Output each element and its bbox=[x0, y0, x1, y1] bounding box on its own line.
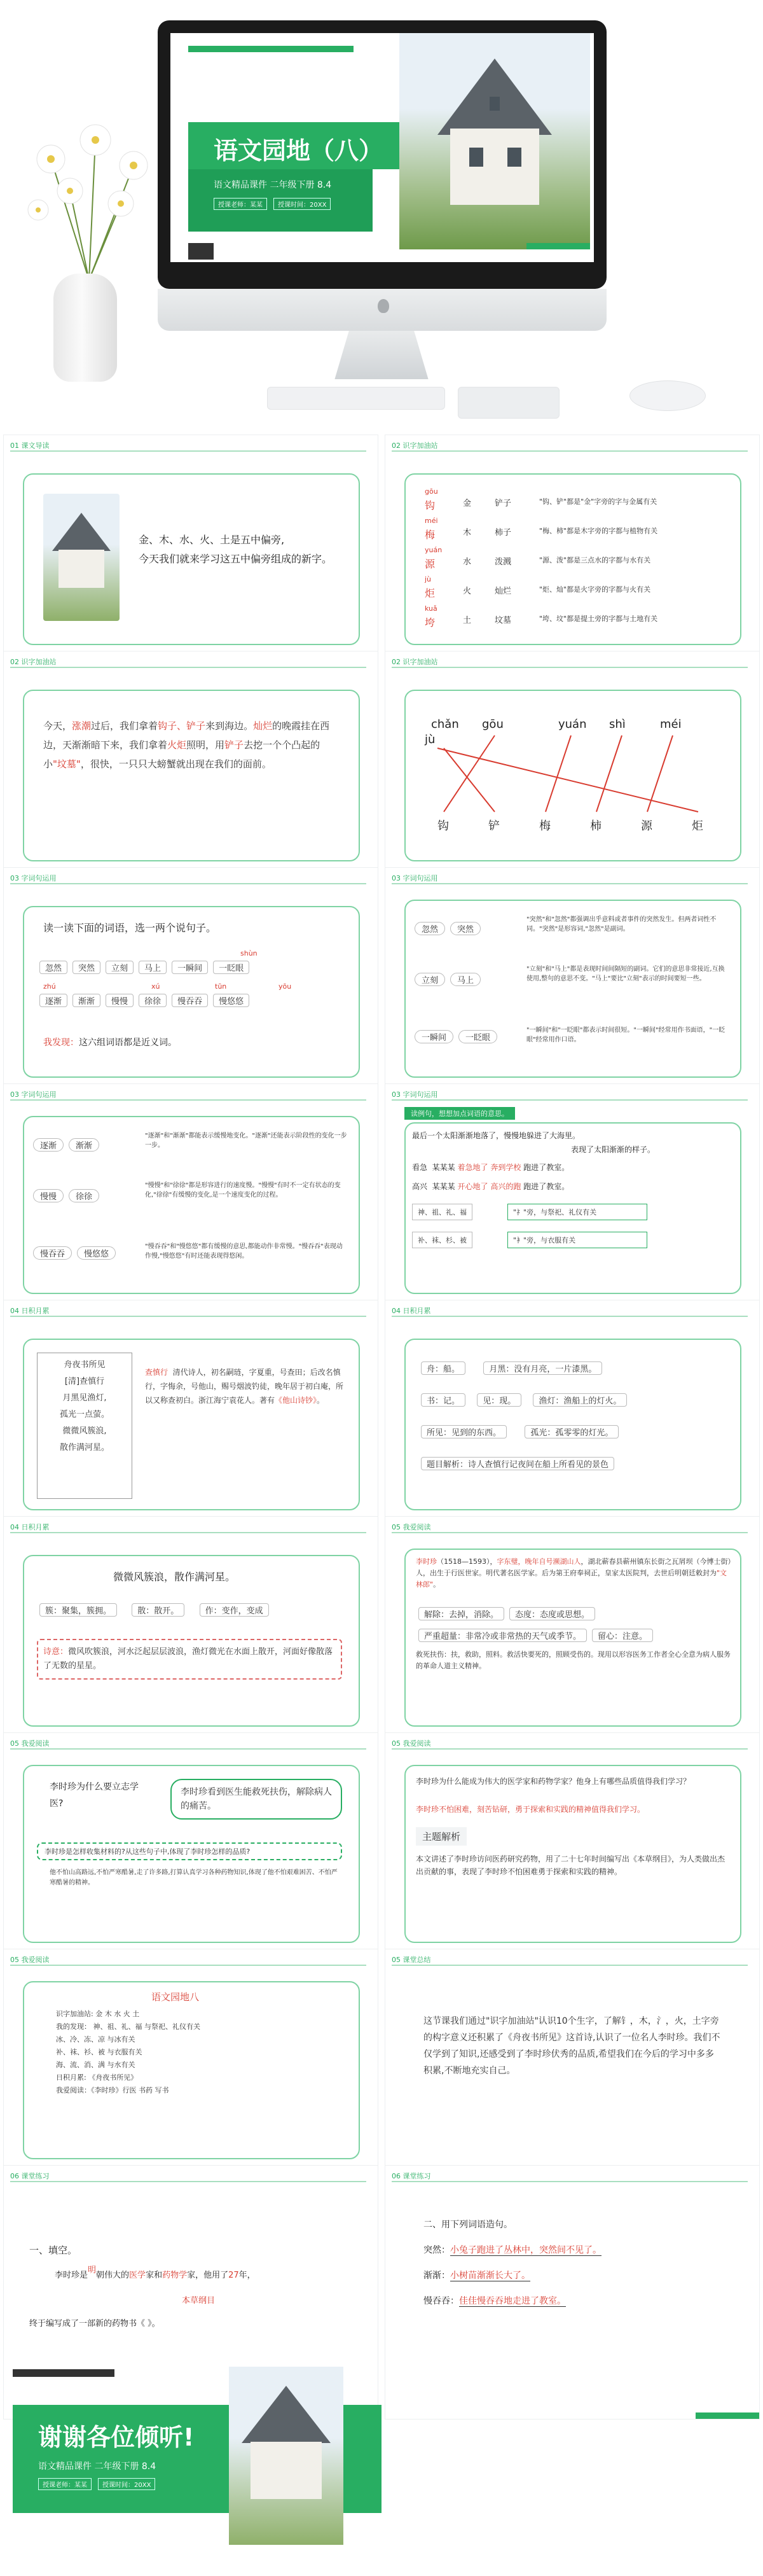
passage: 今天，涨潮过后，我们拿着钩子、铲子来到海边。灿烂的晚霞挂在西边，天渐渐暗下来，我们拿着火炬照明，用铲子去挖一个个凸起的小"坟墓"，很快，一只只大螃蟹就出现在我们的面前。 bbox=[43, 720, 330, 770]
slide-heading: 06 课堂练习 bbox=[10, 2172, 50, 2180]
slide-heading: 03 字词句运用 bbox=[10, 1090, 57, 1099]
end-slide bbox=[0, 2354, 763, 2576]
cover-slide bbox=[170, 33, 594, 262]
char: 梅 bbox=[539, 819, 551, 833]
pinyin: yuán bbox=[558, 718, 587, 731]
char: 炬 bbox=[692, 819, 703, 833]
slide-heading: 02 识字加油站 bbox=[392, 658, 438, 666]
title-band bbox=[188, 122, 417, 169]
mouse bbox=[629, 380, 706, 411]
example-badge: 读例句，想想加点词语的意思。 bbox=[404, 1107, 515, 1120]
author-bio: 查慎行 清代诗人，初名嗣琏，字夏重，号查田；后改名慎行，字悔余，号他山，赐号烟波钓徒，晚年居于初白庵，所以又称查初白。浙江海宁袁花人。著有《他山诗钞》。 bbox=[145, 1368, 344, 1405]
keyboard bbox=[267, 387, 445, 410]
trackpad bbox=[458, 387, 560, 419]
slide-heading: 05 我爱阅读 bbox=[10, 1956, 50, 1964]
content-box bbox=[404, 473, 741, 645]
slide-18: 06 课堂练习 二、用下列词语造句。 突然：小兔子跑进了丛林中，突然间不见了。 渐渐：小树苗渐渐长大了。 慢吞吞：佳佳慢吞吞地走进了教室。 bbox=[385, 2165, 760, 2419]
content-box bbox=[23, 473, 360, 645]
slide-heading: 03 字词句运用 bbox=[392, 1090, 438, 1099]
content-box: 最后一个太阳渐渐地落了，慢慢地躲进了大海里。 表现了太阳渐渐的样子。 看急 某某某 着急地了 奔到学校 跑进了教室。 高兴 某某某 开心地了 高兴的跑 跑进了教室。 神、祖、礼、福 "礻"旁，与祭祀、礼仪有关 补、袜、杉、被 "衤"旁，与衣服有关 bbox=[404, 1122, 741, 1294]
summary-text: 这节课我们通过"识字加油站"认识10个生字，了解钅，木，氵，火，土字旁的构字意义还积累了《舟夜书所见》这首诗,认识了一位名人李时珍。我们不仅学到了知识,还感受到了李时珍伏秀的品质,希望我们在今后的学习中多多积累,不断地充实自己。 bbox=[423, 2016, 720, 2076]
slide-heading: 05 我爱阅读 bbox=[392, 1523, 431, 1531]
pinyin: jù bbox=[425, 733, 436, 746]
slide-heading: 04 日积月累 bbox=[10, 1307, 50, 1315]
intro-line-2: 今天我们就来学习这五中偏旁组成的新字。 bbox=[139, 553, 333, 565]
content-box: 舟：船。 月黑：没有月亮，一片漆黑。 书：记。 见：现。 渔灯：渔船上的灯火。 所见：见到的东西。 孤光：孤零零的灯光。 题目解析：诗人查慎行记夜间在船上所看见的景色 bbox=[404, 1339, 741, 1510]
slide-heading: 04 日积月累 bbox=[392, 1307, 431, 1315]
matching-lines bbox=[406, 691, 743, 863]
content-box: 李时珍为什么能成为伟大的医学家和药物学家？他身上有哪些品质值得我们学习？ 李时珍不怕困难，刻苦钻研，勇于探索和实践的精神值得我们学习。 主题解析 本文讲述了李时珍访问医药研究药物，用了二十七年时间编写出《本草纲目》，为人类做出杰出贡献的事，表现了李时珍不怕困难勇于探索和实践的精神。 bbox=[404, 1765, 741, 1943]
content-box bbox=[404, 690, 741, 861]
dark-block bbox=[188, 243, 214, 260]
apple-logo-icon bbox=[378, 299, 389, 313]
slide-heading: 05 我爱阅读 bbox=[392, 1739, 431, 1748]
char: 柿 bbox=[590, 819, 601, 833]
content-box: 李时珍为什么要立志学医? 李时珍看到医生能救死扶伤，解除病人的痛苦。 李时珍是怎样收集材料的?从这些句子中,体现了李时珍怎样的品质? 他不怕山高路远,不怕严寒酷暑,走了许多路,打算认真学习各种药物知识,体现了他不怕艰难困苦、不怕严寒酷暑的精神。 bbox=[23, 1765, 360, 1943]
slide-heading: 05 我爱阅读 bbox=[10, 1739, 50, 1748]
cover-hero bbox=[0, 0, 763, 433]
date-tag: 授课时间：20XX bbox=[273, 198, 331, 210]
slide-17: 06 课堂练习 一、填空。 李时珍是明朝伟大的医学家和药物学家，他用了27年， 本草纲目 终于编写成了一部新的药物书《 》。 bbox=[3, 2165, 378, 2419]
pinyin: chǎn bbox=[431, 718, 459, 731]
word-row-2: 逐渐 渐渐 慢慢 徐徐 慢吞吞 慢悠悠 bbox=[37, 991, 252, 1010]
accent-stripe bbox=[188, 46, 354, 52]
char: 铲 bbox=[488, 819, 500, 833]
slide-heading: 02 识字加油站 bbox=[392, 442, 438, 450]
content-box: 读一读下面的词语，选一两个说句子。 shùn 忽然 突然 立刻 马上 一瞬间 一眨眼 zhú xú tūn yōu 逐渐 渐渐 慢慢 徐徐 慢吞吞 慢悠悠 我发现：这六组词语都是近义词。 bbox=[23, 906, 360, 1078]
slide-heading: 06 课堂练习 bbox=[392, 2172, 431, 2180]
char-row: gōu 钩 金 铲子 "钩、铲"都是"金"字旁的字与金属有关 bbox=[425, 487, 657, 512]
monitor bbox=[158, 20, 607, 289]
accent-stripe-right bbox=[526, 243, 590, 249]
char: 源 bbox=[641, 819, 652, 833]
content-box bbox=[23, 1339, 360, 1510]
content-box: 微微风簇浪，散作满河星。 簇：聚集，簇拥。 散：散开。 作：变作，变成 诗意：微风吹簇浪，河水泛起层层波浪，渔灯微光在水面上散开，河面好像散落了无数的星星。 bbox=[23, 1555, 360, 1727]
slide-heading: 03 字词句运用 bbox=[10, 874, 57, 882]
content-box: 语文园地八 识字加油站: 金 木 水 火 土 我的发现： 神、祖、礼、福 与祭祀、礼仪有关 冰、冷、冻、凉 与冰有关 补、袜、衫、被 与衣服有关 海、流、消、满 与水有关 日积月累: 《舟夜书所见》 我爱阅读：《李时珍》行医 书药 写书 bbox=[23, 1981, 360, 2159]
char-row: kuǎ 垮 土 坟墓 "垮、坟"都是提土旁的字都与土地有关 bbox=[425, 604, 658, 629]
end-title: 谢谢各位倾听! bbox=[38, 2423, 195, 2451]
cover-title: 语文园地（八） bbox=[214, 137, 383, 165]
char-row: méi 梅 木 柿子 "梅、柿"都是木字旁的字都与植物有关 bbox=[425, 517, 658, 541]
house-image bbox=[399, 33, 590, 249]
slide-heading: 04 日积月累 bbox=[10, 1523, 50, 1531]
slide-heading: 01 课文导读 bbox=[10, 442, 50, 450]
dark-stripe bbox=[13, 2369, 114, 2377]
monitor-chin bbox=[158, 289, 607, 331]
title-band-lower bbox=[188, 169, 373, 232]
end-subtitle: 语文精品课件 二年级下册 8.4 bbox=[38, 2461, 156, 2472]
char-row: jù 炬 火 灿烂 "炬、灿"都是火字旁的字都与火有关 bbox=[425, 575, 651, 599]
monitor-stand bbox=[331, 331, 432, 379]
char: 钩 bbox=[437, 819, 449, 833]
teacher-tag: 授课老师：某某 bbox=[214, 198, 267, 210]
pinyin: shì bbox=[609, 718, 626, 731]
slide-heading: 03 字词句运用 bbox=[392, 874, 438, 882]
flower-bouquet-image bbox=[19, 115, 159, 280]
house-thumb bbox=[43, 494, 120, 621]
vase bbox=[53, 274, 117, 382]
content-box: 逐渐 渐渐 "逐渐"和"渐渐"都能表示缓慢地变化。"逐渐"还能表示阶段性的变化一步一步。 慢慢 徐徐 "慢慢"和"徐徐"都是形容进行的速度慢。"慢慢"有时不一定有状态的变化,"徐徐"有缓慢的变化,是一个速度变化的过程。 慢吞吞 慢悠悠 "慢吞吞"和"慢悠悠"都有缓慢的意思,都能动作非常慢。"慢吞吞"表现动作慢,"慢悠悠"有时还能表现得悠闲。 bbox=[23, 1116, 360, 1294]
lead: 读一读下面的词语，选一两个说句子。 bbox=[43, 922, 217, 934]
slide-heading: 05 课堂总结 bbox=[392, 1956, 431, 1964]
content-box bbox=[23, 690, 360, 861]
pinyin: méi bbox=[660, 718, 682, 731]
char-row: yuán 源 水 泼溅 "源、泼"都是三点水的字都与水有关 bbox=[425, 546, 651, 570]
word-row-1: 忽然 突然 立刻 马上 一瞬间 一眨眼 bbox=[37, 958, 252, 977]
intro-line-1: 金、木、水、火、土是五中偏旁, bbox=[139, 534, 285, 546]
cover-subtitle: 语文精品课件 二年级下册 8.4 bbox=[214, 180, 332, 190]
end-band: 谢谢各位倾听! 语文精品课件 二年级下册 8.4 授课老师：某某 授课时间：20XX bbox=[13, 2405, 382, 2513]
pinyin: gōu bbox=[482, 718, 504, 731]
poem-card: 舟夜书所见 [清]查慎行 月黑见渔灯, 孤光一点萤。 微微风簇浪, 散作满河星。 bbox=[37, 1353, 132, 1499]
slide-heading: 02 识字加油站 bbox=[10, 658, 57, 666]
content-box: 忽然 突然 "突然"和"忽然"都强调出乎意料或者事件的突然发生。但两者词性不同。"突然"是形容词,"忽然"是副词。 立刻 马上 "立刻"和"马上"都是表现时间间隔短的副词。它们的意思非常接近,互换使用,整句的意思不变。"马上"要比"立刻"表示的时间要短一些。 一瞬间 一眨眼 "一瞬间"和"一眨眼"都表示时间很短。"一瞬间"经常用作书面语，"一眨眼"经常用作口语。 bbox=[404, 900, 741, 1078]
content-box: 李时珍（1518—1593），字东璧，晚年自号濒湖山人，湖北蕲春县蕲州镇东长街之瓦屑坝（今博士街）人，出生于行医世家。明代著名医学家。后为第王府奉祠正，皇家太医院判，去世后明朝廷敕封为"文林郎"。 解除：去掉，消除。 态度：态度或思想。 严重超量：非常冷或非常热的天气或季节。 留心：注意。 救死扶伤：扶，救助，照料。救活快要死的，照顾受伤的。现用以形容医务工作者全心全意为病人服务的革命人道主义精神。 bbox=[404, 1549, 741, 1727]
house-image-end bbox=[229, 2367, 343, 2545]
